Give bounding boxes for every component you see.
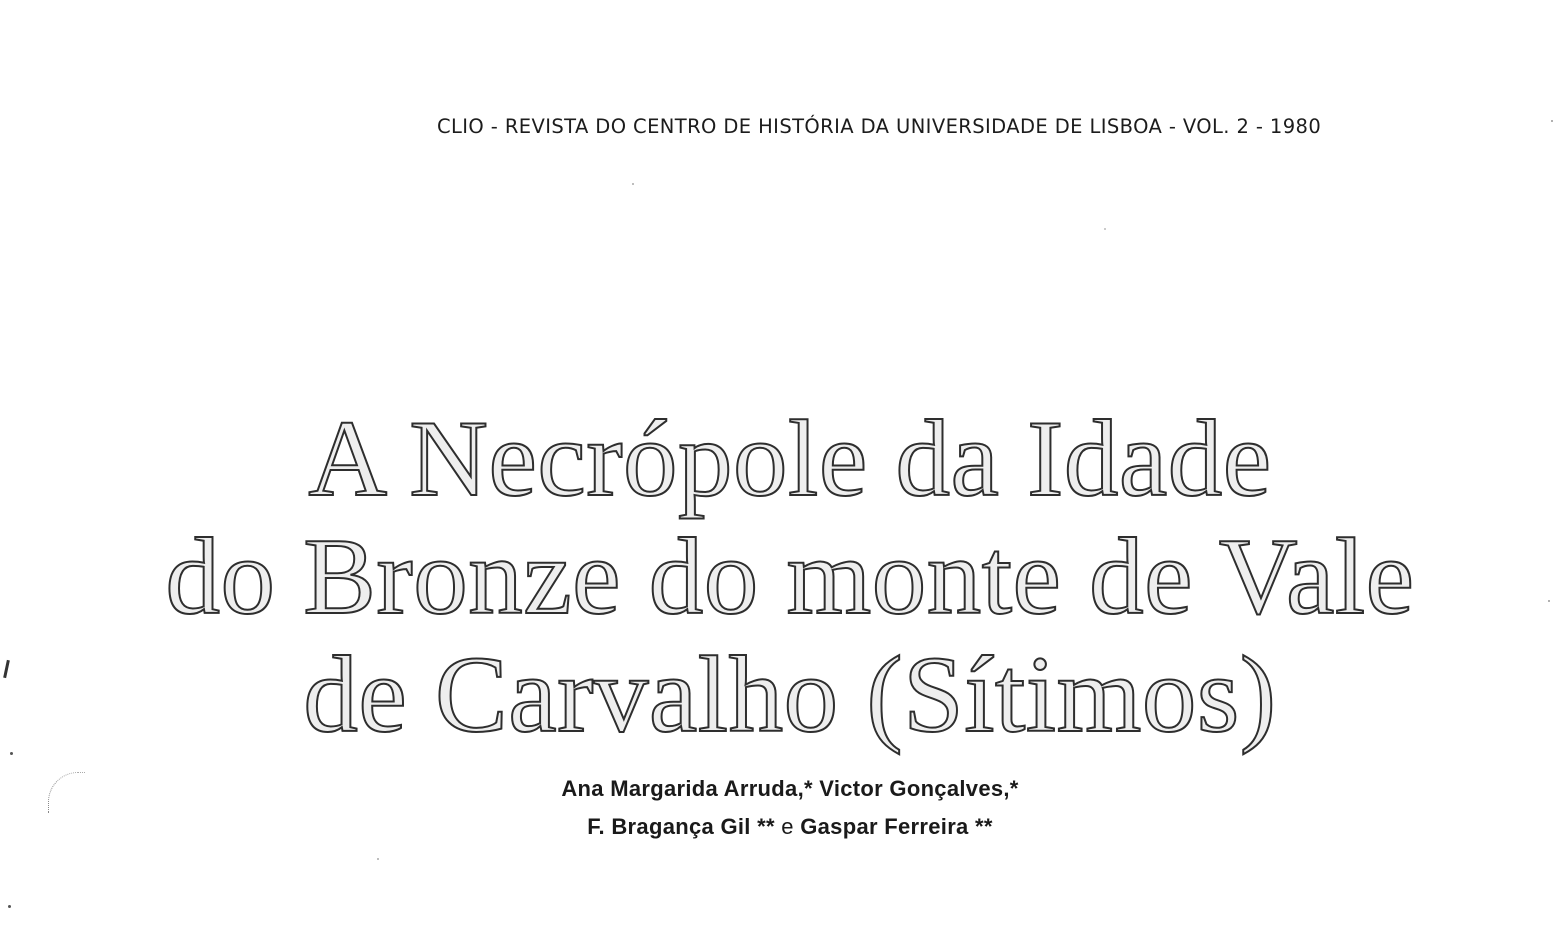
author-line-1: Ana Margarida Arruda,* Victor Gonçalves,*: [561, 776, 1019, 801]
scan-margin-smudge: [48, 772, 85, 813]
title-line-1: A Necrópole da Idade: [308, 398, 1272, 519]
author-conjunction: e: [781, 814, 794, 839]
author-names-part-2: Gaspar Ferreira **: [800, 814, 993, 839]
author-list: [390, 770, 1190, 846]
title-line-2: do Bronze do monte de Vale: [165, 516, 1415, 637]
scan-speck: [1548, 600, 1550, 602]
author-line-2: [390, 808, 1190, 846]
journal-running-header: CLIO - REVISTA DO CENTRO DE HISTÓRIA DA UNIVERSIDADE DE LISBOA - VOL. 2 - 1980: [437, 115, 1322, 138]
author-names-part-1: F. Bragança Gil **: [587, 814, 775, 839]
scan-speck: [1104, 228, 1106, 230]
scan-speck: [377, 858, 379, 860]
scan-speck: [8, 905, 11, 908]
title-line-3: de Carvalho (Sítimos): [303, 634, 1277, 755]
scan-speck: [1551, 120, 1553, 122]
scan-speck: [10, 752, 13, 755]
scan-margin-mark: [3, 660, 10, 678]
scan-speck: [632, 183, 634, 185]
article-title: [150, 400, 1430, 754]
